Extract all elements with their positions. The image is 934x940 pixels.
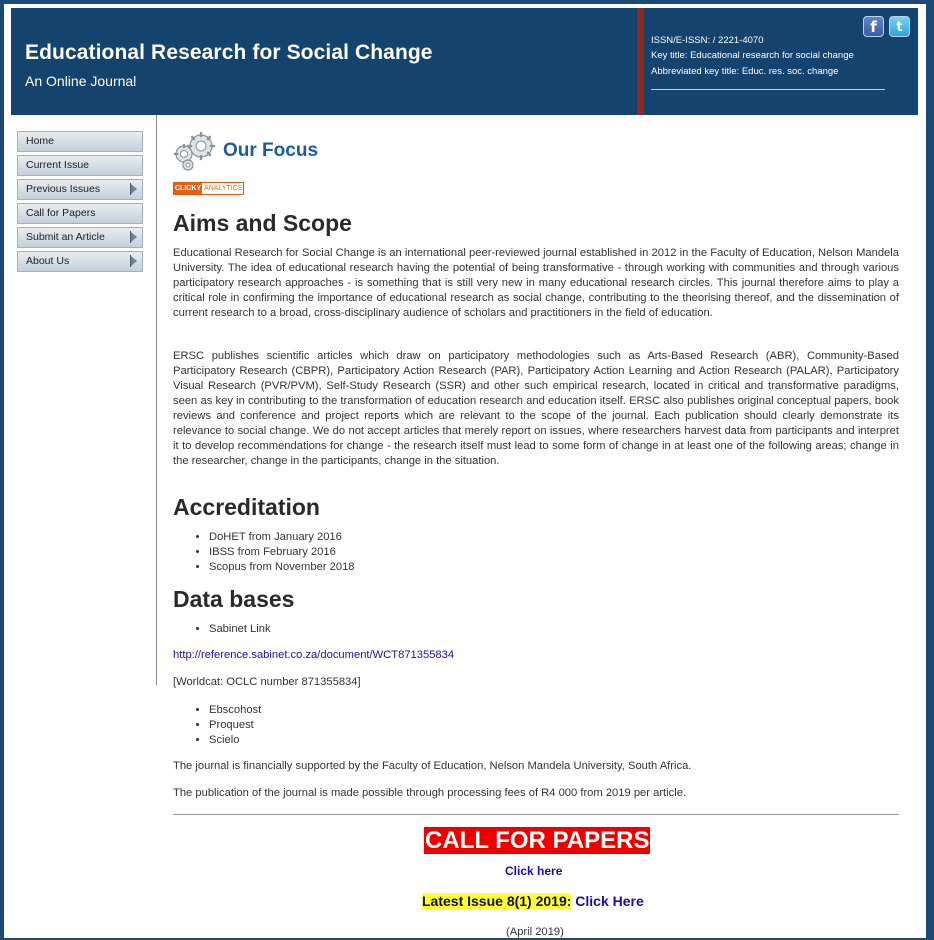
- latest-issue-label: Latest Issue 8(1) 2019:: [422, 893, 572, 909]
- gears-icon: [173, 130, 219, 172]
- databases-list-2: [209, 703, 261, 748]
- clicky-badge-part1: CLICKY: [175, 185, 202, 192]
- sidebar-divider: [156, 115, 157, 685]
- key-title-text: Key title: Educational research for social change: [651, 50, 854, 61]
- sidebar-item-call-for-papers[interactable]: [17, 203, 143, 224]
- issue-date-text: (April 2019): [506, 926, 564, 938]
- site-title[interactable]: Educational Research for Social Change: [25, 41, 433, 64]
- list-item: • Scopus from November 2018: [209, 560, 355, 575]
- submenu-arrow-icon: [130, 183, 139, 195]
- databases-heading: Data bases: [173, 586, 295, 612]
- content-divider: [173, 814, 899, 815]
- sidebar-item-label: Submit an Article: [26, 231, 105, 243]
- header-divider: [651, 89, 885, 90]
- fees-text: The publication of the journal is made possible through processing fees of R4 000 from 2019 per article.: [173, 787, 687, 799]
- sidebar-item-home[interactable]: [17, 131, 143, 152]
- call-for-papers-link[interactable]: Click here: [505, 864, 563, 878]
- abbrev-title-text: Abbreviated key title: Educ. res. soc. change: [651, 66, 839, 77]
- sidebar-item-label: Previous Issues: [26, 183, 101, 195]
- aims-paragraph-2: ERSC publishes scientific articles which draw on participatory methodologies such as Arts-Based Research (ABR), Community-Based Participatory Research (CBPR), Participatory Action Research (PAR), Participatory Action Learning and Action Research (PALAR), Participatory Visual Research (PVR/PVM), Self-Study Research (SSR) and other such empirical research, located in critical and transformative paradigms, seen as key in contributing to the transformation of education research and education itself. ERSC also publishes original conceptual papers, book reviews and conference and project reports which are relevant to the scope of the journal. Each publication should clearly demonstrate its relevance to social change. We do not accept articles that merely report on issues, where researchers harvest data from participants and interpret it to develop recommendations for change - the research itself must lead to some form of change in at least one of the following areas; change in the researcher, change in the participants, change in the situation.: [173, 350, 899, 467]
- sidebar-nav: [17, 131, 143, 275]
- databases-list-1: [209, 622, 271, 637]
- page: [4, 4, 926, 938]
- sidebar-item-previous-issues[interactable]: [17, 179, 143, 200]
- sidebar-item-current-issue[interactable]: [17, 155, 143, 176]
- sidebar-item-about-us[interactable]: [17, 251, 143, 272]
- sidebar-item-label: Current Issue: [26, 159, 90, 171]
- twitter-icon[interactable]: t: [889, 16, 910, 37]
- list-item: • Ebscohost: [209, 703, 261, 718]
- sidebar-item-label: Call for Papers: [26, 207, 96, 219]
- clicky-analytics-badge[interactable]: [173, 182, 244, 195]
- header-accent-bar: [637, 8, 644, 115]
- site-subtitle: An Online Journal: [25, 73, 137, 89]
- accreditation-list: [209, 530, 355, 575]
- support-text: The journal is financially supported by the Faculty of Education, Nelson Mandela University, South Africa.: [173, 760, 692, 772]
- facebook-icon[interactable]: f: [863, 16, 884, 37]
- list-item: • Sabinet Link: [209, 622, 271, 637]
- aims-paragraph-1: Educational Research for Social Change is an international peer-reviewed journal established in 2012 in the Faculty of Education, Nelson Mandela University. The idea of educational research having the potential of being transformative - through working with communities and through various participatory research approaches - is something that is still very new in many educational research circles. This journal therefore aims to play a critical role in confirming the importance of educational research as social change, contributing to the theorising thereof, and the dissemination of current research to a broad, cross-disciplinary audience of scholars and practitioners in the field of education.: [173, 247, 899, 319]
- list-item: • Proquest: [209, 718, 261, 733]
- accreditation-heading: Accreditation: [173, 494, 320, 520]
- worldcat-text: [Worldcat: OCLC number 871355834]: [173, 676, 361, 688]
- list-item: • IBSS from February 2016: [209, 545, 355, 560]
- submenu-arrow-icon: [130, 231, 139, 243]
- sidebar-item-label: About Us: [26, 255, 70, 267]
- sidebar-item-label: Home: [26, 135, 55, 147]
- submenu-arrow-icon: [130, 255, 139, 267]
- issn-text: ISSN/E-ISSN: / 2221-4070: [651, 35, 764, 46]
- clicky-badge-part2: ANALYTICS: [204, 185, 243, 192]
- site-header: [11, 8, 918, 115]
- call-for-papers-banner: CALL FOR PAPERS: [425, 827, 650, 854]
- list-item: • DoHET from January 2016: [209, 530, 355, 545]
- list-item: • Scielo: [209, 733, 261, 748]
- aims-heading: Aims and Scope: [173, 210, 352, 236]
- latest-issue-line: [422, 893, 644, 909]
- page-title: Our Focus: [223, 140, 319, 161]
- sabinet-link[interactable]: http://reference.sabinet.co.za/document/WCT871355834: [173, 649, 455, 661]
- sidebar-item-submit-article[interactable]: [17, 227, 143, 248]
- latest-issue-link[interactable]: Click Here: [575, 893, 644, 909]
